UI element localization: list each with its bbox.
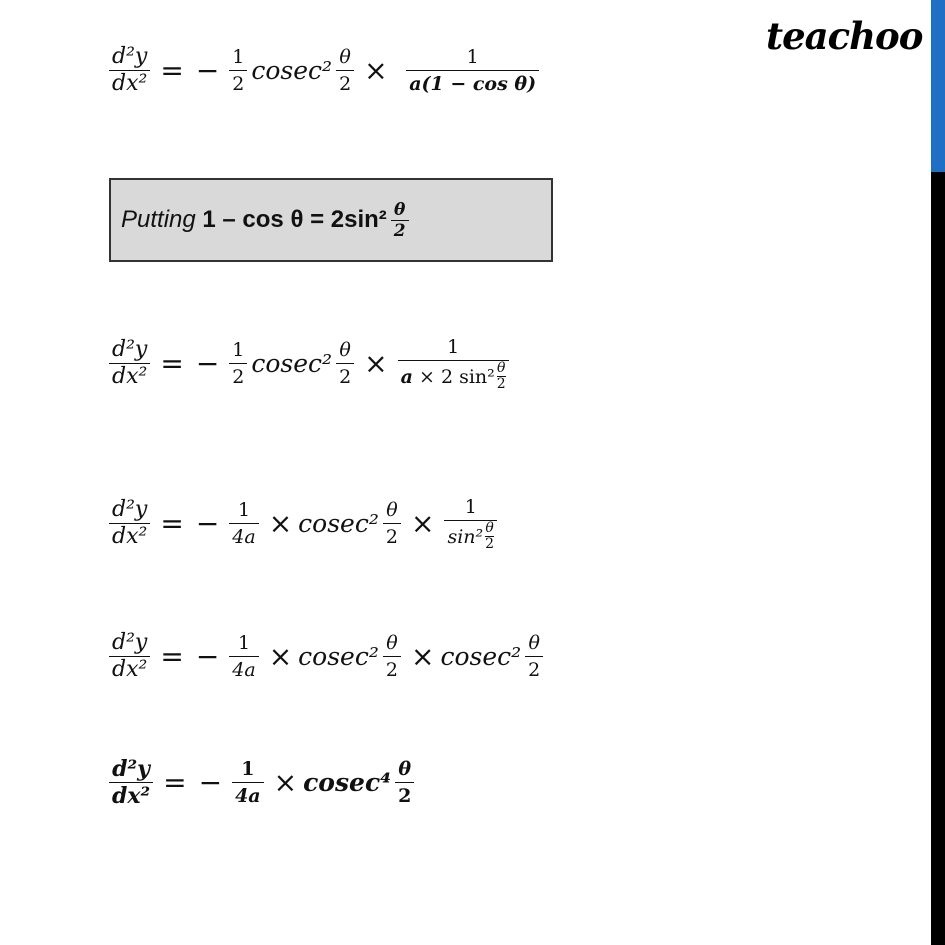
theta-half bbox=[383, 497, 401, 550]
denominator: 2 bbox=[383, 656, 401, 683]
numerator: θ bbox=[386, 632, 398, 654]
denominator: 2 bbox=[336, 363, 354, 390]
denominator: 2 bbox=[485, 536, 495, 552]
hint-identity: 1 – cos θ = 2sin² bbox=[202, 206, 387, 233]
den-sin: sin² bbox=[447, 525, 484, 548]
times: × bbox=[268, 506, 293, 540]
lhs-fraction bbox=[109, 337, 150, 390]
numerator: 1 bbox=[232, 46, 245, 68]
denominator bbox=[398, 360, 509, 392]
side-bar-black bbox=[931, 172, 945, 945]
minus: − bbox=[195, 640, 220, 673]
hint-italic: Putting bbox=[121, 206, 203, 233]
numerator: d²y bbox=[112, 44, 148, 69]
minus: − bbox=[198, 766, 223, 799]
numerator: θ bbox=[528, 632, 540, 654]
numerator: 1 bbox=[447, 336, 460, 358]
times: × bbox=[364, 346, 388, 380]
reciprocal-sin-fraction bbox=[444, 494, 497, 552]
theta-half bbox=[525, 630, 543, 683]
theta-half bbox=[395, 756, 414, 809]
numerator: d²y bbox=[112, 756, 150, 782]
equals: = bbox=[160, 54, 184, 87]
numerator: θ bbox=[339, 46, 351, 68]
times: × bbox=[268, 640, 293, 673]
numerator: θ bbox=[398, 758, 412, 780]
theta-half bbox=[336, 44, 354, 97]
equation-3 bbox=[105, 494, 501, 552]
numerator: 1 bbox=[241, 758, 255, 780]
equals: = bbox=[163, 766, 187, 799]
denominator: 2 bbox=[391, 220, 409, 241]
equals: = bbox=[160, 640, 184, 673]
numerator: 1 bbox=[237, 498, 251, 521]
equation-4 bbox=[105, 630, 547, 683]
quarter-a-fraction bbox=[232, 756, 264, 809]
equation-1 bbox=[105, 44, 552, 97]
numerator: d²y bbox=[112, 336, 148, 362]
numerator: d²y bbox=[112, 496, 148, 522]
numerator: 1 bbox=[237, 632, 251, 654]
den-rest: × 2 sin² bbox=[412, 365, 495, 388]
denominator: 2 bbox=[229, 363, 247, 390]
denominator: 2 bbox=[229, 70, 247, 97]
hint-theta-half bbox=[391, 200, 409, 241]
equation-2 bbox=[105, 334, 513, 392]
denominator bbox=[444, 520, 497, 552]
times: × bbox=[410, 640, 435, 673]
cosec-term: cosec² bbox=[298, 642, 379, 671]
cosec-term: cosec² bbox=[298, 508, 379, 538]
inner-theta-half bbox=[497, 361, 506, 392]
denominator: 4a bbox=[232, 782, 264, 809]
numerator: θ bbox=[339, 338, 351, 361]
denominator: 4a bbox=[229, 656, 258, 683]
den-a: a bbox=[400, 365, 413, 388]
inner-theta-half bbox=[485, 521, 494, 552]
half-fraction bbox=[229, 337, 247, 390]
equation-final bbox=[105, 756, 418, 809]
numerator: θ bbox=[394, 199, 406, 220]
numerator: 1 bbox=[232, 338, 245, 361]
denominator: dx² bbox=[109, 523, 150, 550]
minus: − bbox=[195, 54, 220, 87]
cosec-term: cosec² bbox=[251, 56, 333, 85]
numerator: 1 bbox=[464, 496, 477, 518]
denominator: dx² bbox=[109, 363, 150, 390]
cosec-term: cosec² bbox=[440, 642, 522, 671]
reciprocal-fraction bbox=[398, 334, 509, 392]
times: × bbox=[410, 506, 435, 540]
teachoo-logo: teachoo bbox=[766, 14, 923, 58]
reciprocal-fraction bbox=[398, 44, 548, 97]
quarter-a-fraction bbox=[229, 497, 258, 550]
denominator: 2 bbox=[395, 782, 414, 809]
lhs-fraction bbox=[109, 497, 150, 550]
lhs-fraction bbox=[109, 756, 153, 809]
denominator: a(1 − cos θ) bbox=[406, 70, 539, 97]
numerator: θ bbox=[497, 360, 506, 376]
minus: − bbox=[195, 346, 220, 380]
minus: − bbox=[195, 506, 220, 540]
denominator: dx² bbox=[109, 70, 150, 97]
times: × bbox=[364, 54, 388, 87]
cosec4-term: cosec⁴ bbox=[303, 768, 392, 797]
numerator: θ bbox=[485, 520, 494, 536]
hint-box bbox=[109, 178, 553, 262]
quarter-a-fraction bbox=[229, 630, 258, 683]
side-bar-blue bbox=[931, 0, 945, 172]
theta-half bbox=[383, 630, 401, 683]
lhs-fraction bbox=[109, 44, 150, 97]
denominator: 2 bbox=[525, 656, 543, 683]
denominator: 2 bbox=[336, 70, 354, 97]
numerator: θ bbox=[386, 498, 398, 521]
cosec-term: cosec² bbox=[251, 348, 333, 378]
theta-half bbox=[336, 337, 354, 390]
numerator: d²y bbox=[112, 630, 148, 655]
numerator: 1 bbox=[466, 46, 479, 68]
denominator: 2 bbox=[496, 376, 506, 392]
denominator: dx² bbox=[109, 782, 153, 809]
denominator: 2 bbox=[383, 523, 401, 550]
lhs-fraction bbox=[109, 630, 150, 683]
equals: = bbox=[160, 346, 184, 380]
times: × bbox=[273, 766, 298, 799]
equals: = bbox=[160, 506, 184, 540]
denominator: dx² bbox=[109, 656, 150, 683]
denominator: 4a bbox=[229, 523, 258, 550]
half-fraction bbox=[229, 44, 247, 97]
